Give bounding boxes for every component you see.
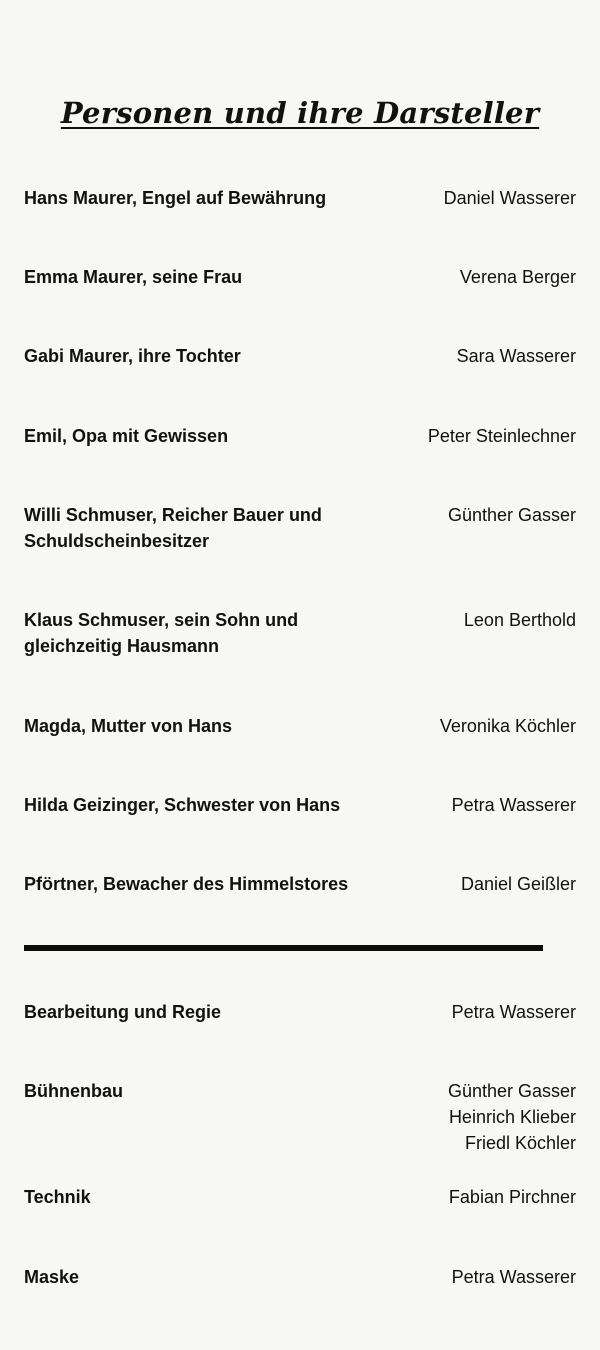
actor-name: Petra Wasserer bbox=[451, 1002, 576, 1022]
actor-name: Günther Gasser Heinrich Klieber Friedl Köchler bbox=[447, 1081, 576, 1153]
crew-row bbox=[0, 1264, 600, 1324]
role-name: Pförtner, Bewacher des Himmelstores bbox=[24, 874, 349, 894]
actor-name: Petra Wasserer bbox=[451, 1267, 576, 1287]
role-name: Bearbeitung und Regie bbox=[24, 1002, 222, 1022]
cast-row bbox=[0, 871, 600, 931]
cast-row bbox=[0, 713, 600, 773]
role-name: Klaus Schmuser, sein Sohn und gleichzeitig Hausmann bbox=[24, 610, 299, 656]
page-title: Personen und ihre Darsteller bbox=[60, 96, 540, 130]
cast-row bbox=[0, 607, 600, 667]
actor-name: Daniel Geißler bbox=[460, 874, 576, 894]
role-name: Hilda Geizinger, Schwester von Hans bbox=[24, 795, 341, 815]
crew-row bbox=[0, 1078, 600, 1168]
crew-row bbox=[0, 999, 600, 1059]
actor-name: Verena Berger bbox=[459, 267, 576, 287]
crew-row bbox=[0, 1184, 600, 1244]
role-name: Hans Maurer, Engel auf Bewährung bbox=[24, 188, 327, 208]
cast-row bbox=[0, 423, 600, 483]
role-name: Technik bbox=[24, 1187, 91, 1207]
actor-name: Günther Gasser bbox=[447, 505, 576, 525]
cast-row bbox=[0, 343, 600, 403]
cast-row bbox=[0, 185, 600, 245]
actor-name: Leon Berthold bbox=[463, 610, 576, 630]
actor-name: Veronika Köchler bbox=[439, 716, 576, 736]
actor-name: Petra Wasserer bbox=[451, 795, 576, 815]
role-name: Maske bbox=[24, 1267, 80, 1287]
cast-row bbox=[0, 264, 600, 324]
cast-row bbox=[0, 502, 600, 562]
role-name: Emma Maurer, seine Frau bbox=[24, 267, 243, 287]
role-name: Willi Schmuser, Reicher Bauer und Schuldscheinbesitzer bbox=[24, 505, 322, 551]
role-name: Emil, Opa mit Gewissen bbox=[24, 426, 229, 446]
cast-row bbox=[0, 792, 600, 852]
actor-name: Peter Steinlechner bbox=[427, 426, 576, 446]
role-name: Gabi Maurer, ihre Tochter bbox=[24, 346, 241, 366]
actor-name: Sara Wasserer bbox=[456, 346, 576, 366]
section-divider bbox=[24, 945, 543, 951]
actor-name: Daniel Wasserer bbox=[443, 188, 576, 208]
role-name: Bühnenbau bbox=[24, 1081, 123, 1101]
role-name: Magda, Mutter von Hans bbox=[24, 716, 233, 736]
actor-name: Fabian Pirchner bbox=[448, 1187, 576, 1207]
